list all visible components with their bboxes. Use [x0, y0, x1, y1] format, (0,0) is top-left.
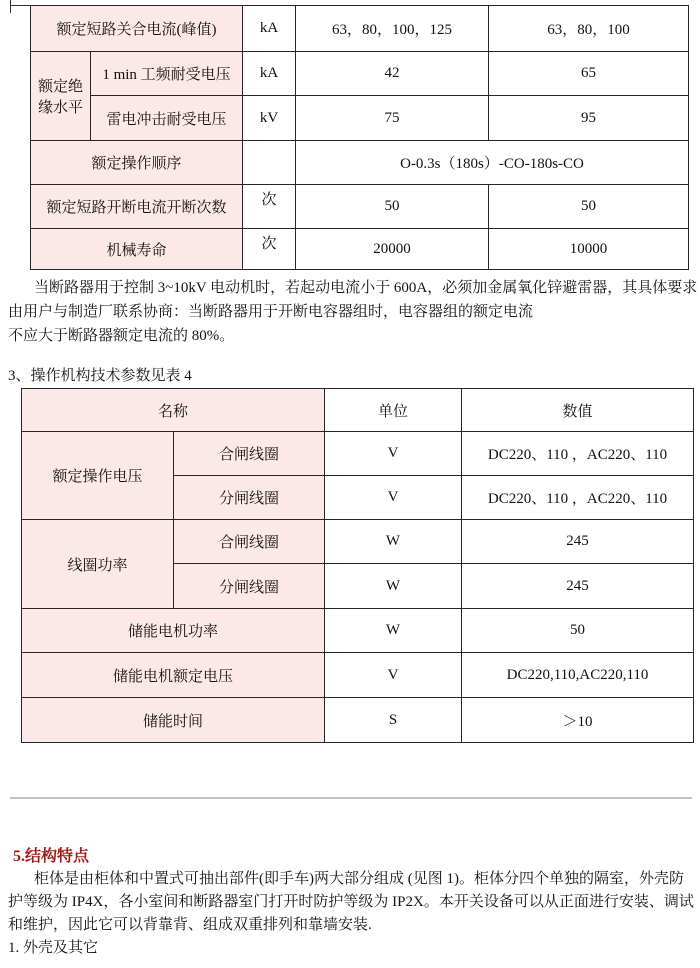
motor-voltage-value: DC220,110,AC220,110 [462, 653, 694, 698]
note-line-2: 由用户与制造厂联系协商：当断路器用于开断电容器组时，电容器组的额定电流 [8, 304, 534, 320]
coil-power-opening-coil-value: 245 [462, 564, 694, 609]
mech-life-unit: 次 [243, 229, 296, 270]
section5-paragraph [8, 868, 696, 960]
header-name: 名称 [22, 389, 325, 432]
table-row [22, 609, 694, 653]
op-sequence-unit [243, 141, 296, 185]
lightning-value-2: 95 [489, 96, 689, 141]
breaking-times-unit: 次 [243, 185, 296, 229]
table-row [31, 141, 689, 185]
storage-time-value: ＞10 [462, 698, 694, 743]
coil-power-opening-coil-unit: W [325, 564, 462, 609]
table-row [31, 185, 689, 229]
making-current-value-2: 63，80，100 [489, 6, 689, 52]
table-row [22, 653, 694, 698]
section3-heading: 3、操作机构技术参数见表 4 [8, 368, 192, 384]
storage-time-unit: S [325, 698, 462, 743]
op-voltage-closing-coil-unit: V [325, 432, 462, 476]
table-row [31, 52, 689, 96]
table-row [31, 96, 689, 141]
note-paragraph [8, 276, 696, 348]
table-row [22, 698, 694, 743]
op-voltage-opening-coil-label: 分闸线圈 [174, 476, 325, 520]
mechanism-params-table [21, 388, 694, 743]
table-row [22, 520, 694, 564]
table-cutoff-artifact-vertical [10, 0, 11, 13]
section5-line-3: 和维护，因此它可以背靠背、组成双重排列和靠墙安装. [8, 917, 372, 933]
op-voltage-group-label: 额定操作电压 [22, 432, 174, 520]
section5-heading: 5.结构特点 [13, 848, 90, 865]
storage-time-label: 储能时间 [22, 698, 325, 743]
motor-power-value: 50 [462, 609, 694, 653]
breaking-times-label: 额定短路开断电流开断次数 [31, 185, 243, 229]
power-freq-label: 1 min 工频耐受电压 [91, 52, 243, 96]
breaker-params-table [30, 5, 689, 270]
subsection-heading: 1. 外壳及其它 [8, 940, 99, 956]
mech-life-value-2: 10000 [489, 229, 689, 270]
table-header-row [22, 389, 694, 432]
header-value: 数值 [462, 389, 694, 432]
mech-life-label: 机械寿命 [31, 229, 243, 270]
making-current-value-1: 63，80，100，125 [296, 6, 489, 52]
coil-power-opening-coil-label: 分闸线圈 [174, 564, 325, 609]
table-row [31, 6, 689, 52]
coil-power-closing-coil-value: 245 [462, 520, 694, 564]
lightning-unit: kV [243, 96, 296, 141]
breaking-times-value-1: 50 [296, 185, 489, 229]
coil-power-group-label: 线圈功率 [22, 520, 174, 609]
power-freq-unit: kA [243, 52, 296, 96]
op-voltage-closing-coil-value: DC220、110 ，AC220、110 [462, 432, 694, 476]
mech-life-value-1: 20000 [296, 229, 489, 270]
header-unit: 单位 [325, 389, 462, 432]
motor-power-unit: W [325, 609, 462, 653]
op-voltage-closing-coil-label: 合闸线圈 [174, 432, 325, 476]
motor-voltage-label: 储能电机额定电压 [22, 653, 325, 698]
op-voltage-opening-coil-value: DC220、110 ，AC220、110 [462, 476, 694, 520]
coil-power-closing-coil-label: 合闸线圈 [174, 520, 325, 564]
power-freq-value-1: 42 [296, 52, 489, 96]
power-freq-value-2: 65 [489, 52, 689, 96]
op-sequence-label: 额定操作顺序 [31, 141, 243, 185]
note-line-3: 不应大于断路器额定电流的 80%。 [8, 328, 235, 344]
motor-voltage-unit: V [325, 653, 462, 698]
coil-power-closing-coil-unit: W [325, 520, 462, 564]
making-current-label: 额定短路关合电流(峰值) [31, 6, 243, 52]
op-voltage-opening-coil-unit: V [325, 476, 462, 520]
insulation-group-label: 额定绝缘水平 [31, 52, 91, 141]
section5-line-1: 柜体是由柜体和中置式可抽出部件(即手车)两大部分组成 (见图 1)。柜体分四个单独的隔室，外壳防 [34, 871, 684, 887]
lightning-label: 雷电冲击耐受电压 [91, 96, 243, 141]
table-cutoff-artifact-horizontal [10, 5, 31, 6]
table-row [22, 432, 694, 476]
op-sequence-value: O-0.3s（180s）-CO-180s-CO [296, 141, 689, 185]
section5-line-2: 护等级为 IP4X，各小室间和断路器室门打开时防护等级为 IP2X。本开关设备可以从正面进行安装、调试 [8, 894, 694, 910]
making-current-unit: kA [243, 6, 296, 52]
motor-power-label: 储能电机功率 [22, 609, 325, 653]
breaking-times-value-2: 50 [489, 185, 689, 229]
section-divider [10, 797, 692, 799]
table-row [31, 229, 689, 270]
note-line-1: 当断路器用于控制 3~10kV 电动机时，若起动电流小于 600A，必须加金属氧化锌避雷器，其具体要求 [34, 280, 698, 296]
lightning-value-1: 75 [296, 96, 489, 141]
